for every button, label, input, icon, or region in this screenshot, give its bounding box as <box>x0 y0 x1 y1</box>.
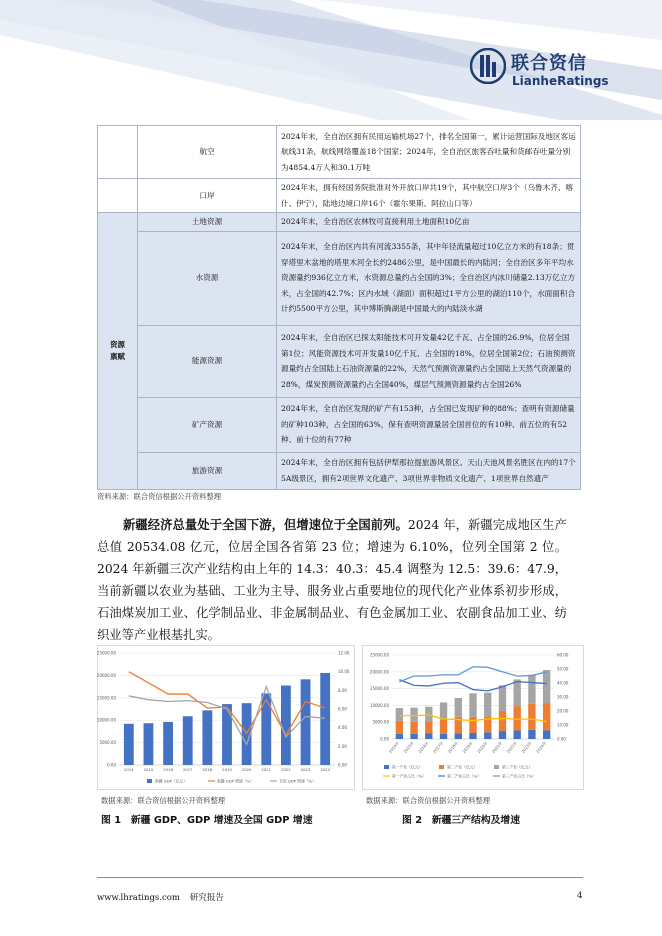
row-category: 口岸 <box>138 179 277 213</box>
footer-divider <box>97 877 583 878</box>
legend-swatch <box>147 779 152 783</box>
y-tick-label: 10000.00 <box>97 717 116 723</box>
row-description: 2024年末，全自治区内共有河流3355条，其中年径流量超过10亿立方米的有18条；贯穿塔里木盆地的塔里木河全长约2486公里，是中国最长的内陆河；全自治区多年平均水资源量约936亿立方米，水资源总量约占全国的3%；全自治区内冰川储量2.13万亿立方米，占全国的42.7%；区内水域（湖面）面积超过1平方公里的湖泊110个，水面面积合计约5500平方公里，其中博斯腾湖是中国最大的内陆淡水湖 <box>277 231 581 325</box>
row-category: 水资源 <box>138 231 277 325</box>
table-row <box>98 213 581 232</box>
resource-table <box>97 125 581 490</box>
page-header <box>0 0 662 120</box>
bar <box>528 730 535 739</box>
table-row <box>98 126 581 179</box>
y2-tick-label: 4.00 <box>338 725 347 731</box>
y-tick-label: 25000.00 <box>369 652 389 658</box>
table-row <box>98 325 581 397</box>
bar <box>163 722 173 765</box>
row-description: 2024年末，全自治区发现的矿产有153种，占全国已发现矿种的88%；查明有资源储量的矿种103种，占全国的63%，保有查明资源量居全国首位的有10种、前五位的有52种、前十位的有77种 <box>277 397 581 452</box>
legend-swatch <box>384 765 389 769</box>
paragraph-text: 2024 年，新疆完成地区生产总值 20534.08 亿元，位居全国各省第 23 位；增速为 6.10%，位列全国第 2 位。2024 年新疆三次产业结构由上年的 14.3：40.3：45.4 调整为 12.5：39.6：47.9，当前新疆以农业为基础、工业为主导、服务业占重要地位的现代化产业体系初步形成，石油煤炭加工业、化学制品业、非金属制品业、有色金属加工业、农副食品加工业、纺织业等产业根基扎实。 <box>97 518 567 642</box>
legend-swatch <box>494 765 499 769</box>
table-row <box>98 179 581 213</box>
y2-tick-label: 2.00 <box>338 743 347 749</box>
bar <box>425 707 432 722</box>
x-tick-label: 2015 <box>143 767 154 772</box>
bar <box>455 698 462 717</box>
y-tick-label: 10000.00 <box>369 702 389 708</box>
x-tick-label: 2021年 <box>490 740 504 754</box>
bar <box>484 732 491 739</box>
x-tick-label: 2022 <box>281 767 291 772</box>
x-tick-label: 2015年 <box>402 740 415 754</box>
y2-tick-label: 0.00 <box>338 762 347 768</box>
group-label-text: 资源禀赋 <box>110 339 125 361</box>
y2-tick-label: 12.00 <box>338 650 350 656</box>
y2-tick-label: 50.00 <box>557 666 569 672</box>
legend-label: 第三产业占比（%） <box>502 773 536 779</box>
bar <box>320 673 330 765</box>
x-tick-label: 2016年 <box>417 740 430 754</box>
bar <box>484 693 491 717</box>
y2-tick-label: 20.00 <box>557 708 569 714</box>
bar <box>202 710 212 765</box>
bar <box>528 704 535 730</box>
bar <box>469 693 476 717</box>
x-tick-label: 2019 <box>222 767 232 772</box>
y-tick-label: 0.00 <box>380 736 389 742</box>
bar <box>301 679 311 765</box>
bar <box>396 721 403 734</box>
bar <box>222 704 232 765</box>
x-tick-label: 2014 <box>123 767 134 772</box>
row-category: 能源资源 <box>138 325 277 397</box>
y-tick-label: 15000.00 <box>369 686 389 692</box>
x-tick-label: 2018年 <box>446 740 460 754</box>
bar <box>396 708 403 721</box>
x-tick-label: 2016 <box>163 767 173 772</box>
x-tick-label: 2024年 <box>534 740 548 754</box>
y2-tick-label: 0.00 <box>557 736 566 742</box>
x-tick-label: 2017年 <box>431 740 445 754</box>
bar <box>514 679 521 706</box>
y2-tick-label: 10.00 <box>557 722 569 728</box>
legend-label: 第一产业占比（%） <box>392 773 426 779</box>
bar <box>499 731 506 739</box>
table-cell-empty <box>98 126 138 179</box>
table-row <box>98 452 581 489</box>
bar <box>440 702 447 719</box>
footer-website[interactable]: www.lhratings.com <box>97 893 180 903</box>
fig1-caption: 图 1 新疆 GDP、GDP 增速及全国 GDP 增速 <box>101 815 313 826</box>
bar <box>514 706 521 730</box>
row-description: 2024年末，全自治区农林牧可直接利用土地面积10亿亩 <box>277 213 581 232</box>
x-tick-label: 2020 <box>241 767 252 772</box>
logo-text-cn: 联合资信 <box>511 53 587 74</box>
legend-label: 第一产业（亿元） <box>392 764 423 770</box>
row-category: 矿产资源 <box>138 397 277 452</box>
legend-label: 第二产业（亿元） <box>447 764 478 770</box>
y2-tick-label: 30.00 <box>557 694 569 700</box>
row-category: 旅游资源 <box>138 452 277 489</box>
bar <box>281 686 291 765</box>
x-tick-label: 2021 <box>261 767 272 772</box>
row-category: 航空 <box>138 126 277 179</box>
legend-label: 第三产业（亿元） <box>502 764 533 770</box>
logo-icon <box>470 48 506 84</box>
table-source-note: 资料来源：联合资信根据公开资料整理 <box>97 492 222 501</box>
fig2-source-note: 数据来源：联合资信根据公开资料整理 <box>366 796 491 805</box>
y2-tick-label: 10.00 <box>338 669 350 675</box>
legend-label: 新疆 GDP（亿元） <box>155 778 188 784</box>
body-paragraph <box>97 514 567 646</box>
row-category: 土地资源 <box>138 213 277 232</box>
fig1-source-note: 数据来源：联合资信根据公开资料整理 <box>101 796 226 805</box>
gdp-chart <box>97 645 355 790</box>
y-tick-label: 15000.00 <box>97 695 116 701</box>
footer-doc-type: 研究报告 <box>189 893 224 903</box>
bar <box>499 711 506 731</box>
y-tick-label: 20000.00 <box>369 669 389 675</box>
bar <box>183 716 193 765</box>
bar <box>514 731 521 739</box>
legend-swatch <box>439 765 444 769</box>
x-tick-label: 2019年 <box>461 740 474 754</box>
y2-tick-label: 8.00 <box>338 687 347 693</box>
bar <box>124 724 134 765</box>
bar <box>144 723 154 765</box>
bar <box>440 734 447 739</box>
table-row <box>98 231 581 325</box>
x-tick-label: 2023 <box>300 767 311 772</box>
y2-tick-label: 40.00 <box>557 680 569 686</box>
y-tick-label: 5000.00 <box>372 719 389 725</box>
table-row <box>98 397 581 452</box>
bar <box>469 733 476 739</box>
y-tick-label: 25000.00 <box>97 650 116 656</box>
row-description: 2024年末，全自治区拥有民用运输机场27个，排名全国第一，累计运营国际及地区客运航线31条，航线网络覆盖18个国家；2024年，全自治区旅客吞吐量和货邮吞吐量分别为4854.4万人和30.1万吨 <box>277 126 581 179</box>
paragraph-lead: 新疆经济总量处于全国下游，但增速位于全国前列。 <box>123 518 408 532</box>
y-tick-label: 0.00 <box>107 762 116 768</box>
bar <box>410 708 417 722</box>
y2-tick-label: 60.00 <box>557 652 569 658</box>
bar <box>396 734 403 739</box>
bar <box>425 721 432 733</box>
logo-text-en: LianheRatings <box>512 74 609 88</box>
bar <box>410 734 417 739</box>
table-cell-empty <box>98 179 138 213</box>
x-tick-label: 2022年 <box>505 740 518 754</box>
row-description: 2024年末，拥有经国务院批准对外开放口岸共19个，其中航空口岸3个（乌鲁木齐、喀什、伊宁），陆地边境口岸16个（霍尔果斯、阿拉山口等） <box>277 179 581 213</box>
row-description: 2024年末，全自治区拥有包括伊犁那拉提旅游风景区、天山天池风景名胜区在内的17个5A级景区，拥有2项世界文化遗产、3项世界非物质文化遗产、1项世界自然遗产 <box>277 452 581 489</box>
bar <box>543 703 550 730</box>
y2-tick-label: 6.00 <box>338 706 347 712</box>
page-footer <box>97 891 234 903</box>
bar <box>499 685 506 711</box>
bar <box>261 693 271 765</box>
bar <box>410 722 417 734</box>
bar <box>425 733 432 739</box>
legend-label: 新疆 GDP 增速（%） <box>217 778 254 784</box>
industry-structure-chart <box>362 645 584 790</box>
x-tick-label: 2018 <box>202 767 213 772</box>
x-tick-label: 2017 <box>182 767 193 772</box>
x-tick-label: 2024 <box>320 767 331 772</box>
page-number: 4 <box>577 891 583 901</box>
bar <box>543 670 550 703</box>
bar <box>469 717 476 733</box>
fig2-caption: 图 2 新疆三产结构及增速 <box>402 815 520 826</box>
bar <box>455 733 462 739</box>
x-tick-label: 2014年 <box>387 740 401 754</box>
group-label <box>98 213 138 490</box>
bar <box>543 730 550 739</box>
row-description: 2024年末，全自治区已探太阳能技术可开发量42亿千瓦、占全国的26.9%，位居全国第1位；风能资源技术可开发量10亿千瓦、占全国的18%，位居全国第2位；石油预测资源量约占全国陆上石油资源量的22%，天然气预测资源量约占全国陆上天然气资源量的28%，煤炭预测资源量约占全国40%，煤层气预测资源量约占全国26% <box>277 325 581 397</box>
x-tick-label: 2020年 <box>476 740 489 754</box>
legend-label: 全国 GDP 增速（%） <box>279 778 316 784</box>
legend-label: 第二产业占比（%） <box>447 773 481 779</box>
y-tick-label: 20000.00 <box>97 672 116 678</box>
bar <box>528 675 535 704</box>
y-tick-label: 5000.00 <box>99 740 116 746</box>
bar <box>440 719 447 734</box>
x-tick-label: 2023年 <box>520 740 533 754</box>
